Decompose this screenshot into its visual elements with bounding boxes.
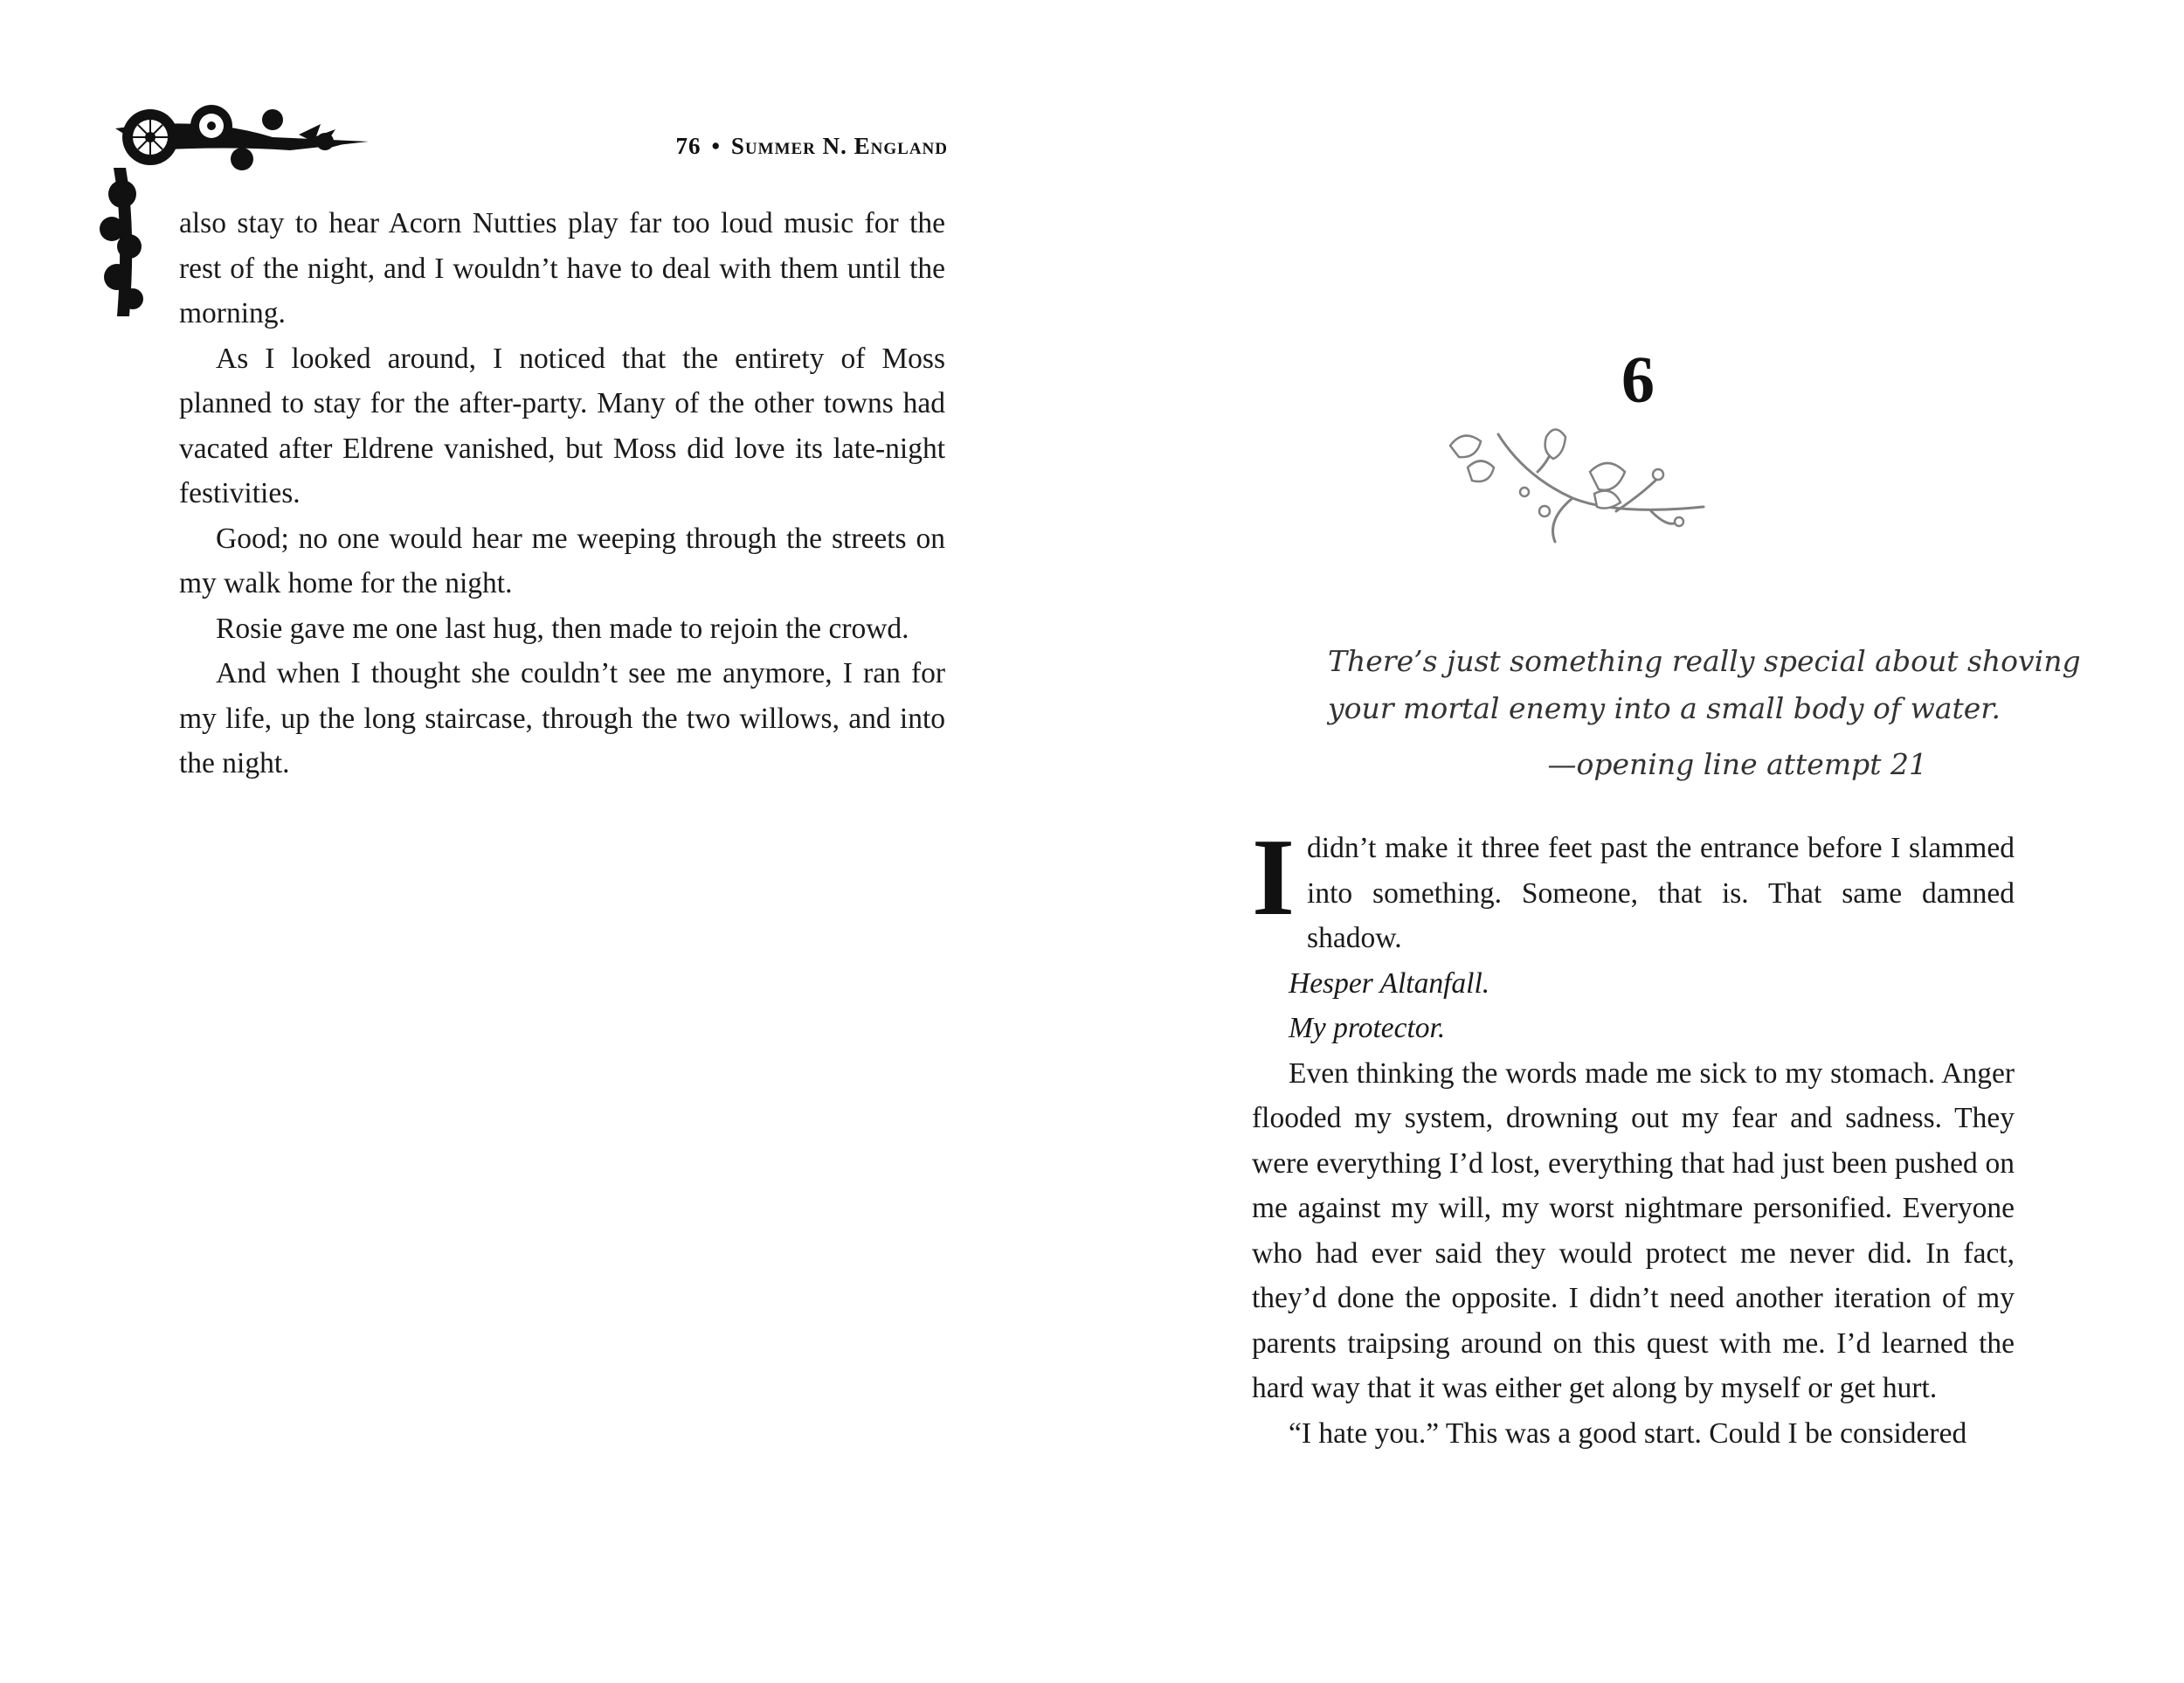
botanical-sprig-icon [1441, 424, 1712, 555]
drop-cap: I [1252, 817, 1296, 938]
right-body-text [1252, 817, 2015, 1456]
paragraph: also stay to hear Acorn Nutties play far too loud music for the rest of the night, and I wouldn’t have to deal with them until the morning. [179, 207, 945, 329]
chapter-number: 6 [1621, 343, 1655, 417]
epigraph [1328, 638, 2167, 788]
paragraph: And when I thought she couldn’t see me anymore, I ran for my life, up the long staircase, through the two willows, and into the night. [179, 657, 945, 779]
paragraph: As I looked around, I noticed that the entirety of Moss planned to stay for the after-party. Many of the other towns had vacated after Eldrene vanished, but Moss did love its late-night festivities. [179, 342, 945, 509]
running-head [675, 133, 948, 160]
author-name: Summer N. England [730, 133, 948, 159]
separator: • [711, 133, 721, 159]
italic-line: Hesper Altanfall. [1289, 966, 1490, 1000]
opening-paragraph-text: didn’t make it three feet past the entrance before I slammed into something. Someone, that is. That same damned shadow. [1307, 832, 2015, 954]
right-page [1092, 0, 2184, 1683]
paragraph: “I hate you.” This was a good start. Could I be considered [1289, 1416, 1967, 1450]
paragraph: Even thinking the words made me sick to my stomach. Anger flooded my system, drowning out my fear and sadness. They were everything I’d lost, everything that had just been pushed on me against my will, my worst nightmare personified. Everyone who had ever said they would protect me never did. In fact, they’d done the opposite. I didn’t need another iteration of my parents traipsing around on this quest with me. I’d learned the hard way that it was either get along by myself or get hurt. [1252, 1056, 2015, 1404]
opening-paragraph [1252, 817, 2015, 961]
paragraph: Rosie gave me one last hug, then made to rejoin the crowd. [216, 612, 909, 645]
epigraph-line-2: your mortal enemy into a small body of water. [1328, 691, 2001, 725]
page-number: 76 [675, 133, 702, 159]
epigraph-attribution: —opening line attempt 21 [1547, 747, 1927, 781]
epigraph-line-1: There’s just something really special about shoving [1328, 644, 2081, 678]
italic-line: My protector. [1289, 1012, 1446, 1044]
paragraph: Good; no one would hear me weeping through the streets on my walk home for the night. [179, 522, 945, 599]
left-body-text [179, 201, 945, 786]
